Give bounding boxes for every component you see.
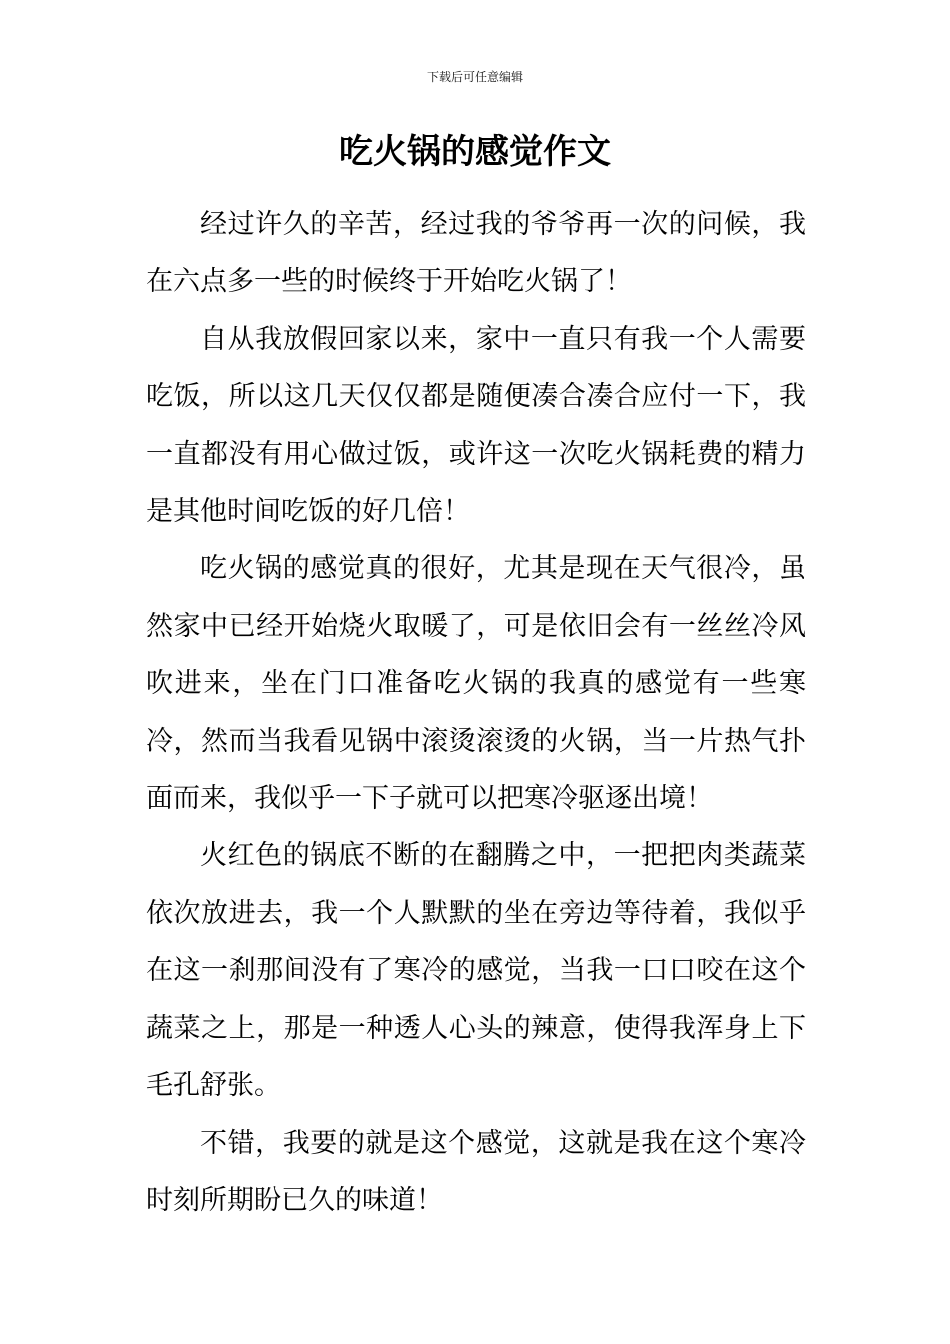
paragraph-2: 自从我放假回家以来，家中一直只有我一个人需要吃饭，所以这几天仅仅都是随便凑合凑合应付一下，我一直都没有用心做过饭，或许这一次吃火锅耗费的精力是其他时间吃饭的好几倍！ [146, 323, 806, 528]
paragraph-3: 吃火锅的感觉真的很好，尤其是现在天气很冷，虽然家中已经开始烧火取暖了，可是依旧会有一丝丝冷风吹进来，坐在门口准备吃火锅的我真的感觉有一些寒冷，然而当我看见锅中滚烫滚烫的火锅，当一片热气扑面而来，我似乎一下子就可以把寒冷驱逐出境！ [146, 553, 806, 815]
essay-body [146, 196, 806, 1229]
paragraph-1: 经过许久的辛苦，经过我的爷爷再一次的问候，我在六点多一些的时候终于开始吃火锅了！ [146, 209, 806, 298]
header-note: 下载后可任意编辑 [426, 70, 523, 84]
document-title: 吃火锅的感觉作文 [339, 132, 611, 172]
paragraph-4: 火红色的锅底不断的在翻腾之中，一把把肉类蔬菜依次放进去，我一个人默默的坐在旁边等待着，我似乎在这一刹那间没有了寒冷的感觉，当我一口口咬在这个蔬菜之上，那是一种透人心头的辣意，使得我浑身上下毛孔舒张。 [146, 840, 806, 1102]
paragraph-5: 不错，我要的就是这个感觉，这就是我在这个寒冷时刻所期盼已久的味道！ [146, 1127, 806, 1216]
